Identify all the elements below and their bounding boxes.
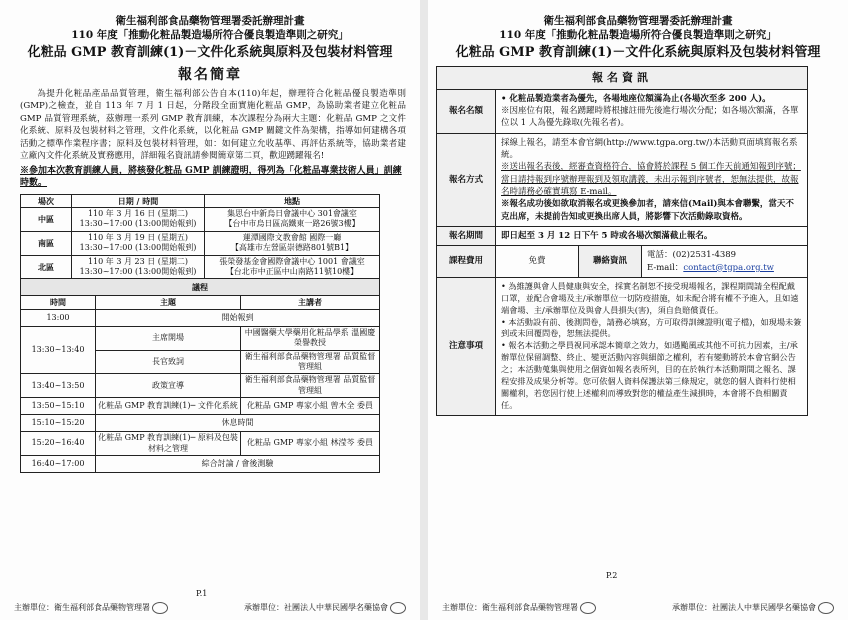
schedule-datetime: 110 年 3 月 19 日 (星期五) 13:30~17:00 (13:00開始報到) [72, 231, 205, 255]
agenda-time: 13:50~15:10 [21, 398, 96, 415]
schedule-row [21, 255, 380, 279]
agenda-time: 15:10~15:20 [21, 415, 96, 432]
footer-host: 主辦單位：衛生福利部食品藥物管理署 [14, 602, 168, 614]
agenda-row [21, 326, 380, 350]
method-label: 報名方式 [437, 133, 496, 226]
agenda-speaker: 化粧品 GMP 專家小組 曾木全 委員 [241, 398, 380, 415]
agenda-row [21, 455, 380, 472]
footer-organizer: 承辦單位：社團法人中華民國學名藥協會 [672, 602, 834, 614]
deadline-row [437, 226, 808, 245]
course-title: 化粧品 GMP 教育訓練(1)－文件化系統與原料及包裝材料管理 [27, 45, 393, 61]
page-1 [0, 0, 420, 620]
quota-content: • 化粧品製造業者為優先，各場地座位額滿為止(各場次至多 200 人)。 ※因座位有限，報名踴躍時將根據註冊先後進行場次分配；如各場次額滿，各單位以 1 人為優先錄取(先報名者)。 [496, 89, 808, 133]
agenda-time: 15:20~16:40 [21, 432, 96, 456]
schedule-table [20, 194, 380, 280]
agenda-header-speaker: 主講者 [241, 296, 380, 309]
schedule-header-venue: 地點 [205, 194, 380, 207]
org-line: 衛生福利部食品藥物管理署委託辦理計畫 [543, 15, 733, 27]
agenda-row [21, 309, 380, 326]
schedule-header-region: 場次 [21, 194, 72, 207]
schedule-venue: 蓮潭國際文教會館 國際一廳 【高雄市左營區崇德路801號B1】 [205, 231, 380, 255]
agenda-time: 13:40~13:50 [21, 374, 96, 398]
schedule-header-date: 日期 / 時間 [72, 194, 205, 207]
schedule-row [21, 208, 380, 232]
agenda-topic: 化粧品 GMP 教育訓練(1)─ 文件化系統 [96, 398, 241, 415]
section-title: 報名資訊 [437, 66, 808, 89]
agenda-time: 16:40~17:00 [21, 455, 96, 472]
project-line: 110 年度「推動化粧品製造場所符合優良製造準則之研究」 [499, 29, 777, 42]
agenda-title: 議程 [21, 279, 380, 296]
page-number: P.1 [196, 589, 208, 598]
agenda-topic: 綜合討論 / 會後測驗 [96, 455, 380, 472]
agenda-row [21, 432, 380, 456]
schedule-venue: 張榮發基金會國際會議中心 1001 會議室 【台北市中正區中山南路11號10樓】 [205, 255, 380, 279]
agenda-row [21, 374, 380, 398]
schedule-row [21, 231, 380, 255]
agenda-topic: 長官致詞 [96, 350, 241, 374]
schedule-region: 北區 [21, 255, 72, 279]
method-row [437, 133, 808, 226]
contact-email-link[interactable]: contact@tgpa.org.tw [683, 262, 774, 273]
agenda-time: 13:00 [21, 309, 96, 326]
section-title: 報名簡章 [178, 66, 242, 83]
agenda-topic: 政策宣導 [96, 374, 241, 398]
contact-phone: 電話：(02)2531-4389 [647, 250, 737, 261]
fee-value: 免費 [496, 246, 579, 278]
page-number: P.2 [606, 571, 618, 580]
agenda-time: 13:30~13:40 [21, 326, 96, 374]
quota-row [437, 89, 808, 133]
project-line: 110 年度「推動化粧品製造場所符合優良製造準則之研究」 [71, 29, 349, 42]
tgpa-logo-icon [818, 602, 834, 614]
schedule-datetime: 110 年 3 月 16 日 (星期二) 13:30~17:00 (13:00開始報到) [72, 208, 205, 232]
training-note: ※參加本次教育訓練人員，將核發化粧品 GMP 訓練證明，得列為「化粧品專業技術人員」訓練時數。 [20, 165, 402, 189]
schedule-region: 南區 [21, 231, 72, 255]
notes-content: • 為維護與會人員健康與安全，採實名制恕不接受現場報名，課程期間請全程配戴口罩，並配合會場及主/承辦單位一切防疫措施，如未配合將有權不予進入，且如遠端會場、主/承辦單位及與會人員損失(害)，須自負賠償責任。 • 本活動設有前、後測問卷，請務必填寫，方可取得訓練證明(電子檔)，如現場未簽到或未回覆問卷，恕無法提供。 • 報名本活動之學員視同承認本簡章之效力，如遇颱風或其他不可抗力因素，主/承辦單位保留調整、終止、變更活動內容與細節之權利，若有變動將於本會官網公告之；本活動蒐集與使用之個資如報名表所列，目的在於執行本活動期間之報名、課程安排及成果分析等。您可依個人資料保護法第三條規定，就您的個人資料行使相關權利，若您因行使上述權利而導致對您的權益產生減損時，本會將不負相關責任。 [496, 277, 808, 415]
method-content: 採線上報名，請至本會官網(http://www.tgpa.org.tw/)本活動頁面填寫報名系統。 ※送出報名表後，經審查資格符合，協會將於課程 5 個工作天前通知報到序號；當日請持報到序號辦理報到及領取講義，未出示報到序號者，恕無法提供，故報名時請務必確實填寫 E-mail。 ※報名成功後如欲取消報名或更換參加者，請來信(Mail)與本會聯繫，當天不克出席，未提前告知或更換出席人員，將影響下次活動錄取資格。 [496, 133, 808, 226]
agenda-speaker: 化粧品 GMP 專家小組 林滢芩 委員 [241, 432, 380, 456]
footer-host: 主辦單位：衛生福利部食品藥物管理署 [442, 602, 596, 614]
fee-label: 課程費用 [437, 246, 496, 278]
schedule-region: 中區 [21, 208, 72, 232]
schedule-datetime: 110 年 3 月 23 日 (星期二) 13:30~17:00 (13:00開始報到) [72, 255, 205, 279]
intro-text: 為提升化粧品產品品質管理，衛生福利部公告自本(110)年起，辦理符合化粧品優良製造準則(GMP)之檢查，並自 113 年 7 月 1 日起，分階段全面實施化粧品 GMP，為協助業者建立化粧品 GMP 品質管理系統，茲辦理一系列 GMP 教育訓練，本次課程分為兩大主題：化粧品 GMP 之文件化系統、原料及包裝材料之管理，文件化系統，以化粧品 GMP 關鍵文件為架構，指導如何建構各項活動之標準作業程序書；原料及包裝材料管理，如：如何建立允收基準、再評估系統等，協助業者建立廠內文件化系統及實務應用，詳細報名資訊請參閱簡章第二頁，歡迎踴躍報名! [20, 88, 406, 162]
footer-organizer: 承辦單位：社團法人中華民國學名藥協會 [244, 602, 406, 614]
agenda-speaker: 衛生福利部食品藥物管理署 品質監督管理組 [241, 350, 380, 374]
page-footer [442, 602, 834, 614]
agenda-table [20, 278, 380, 473]
contact-label: 聯絡資訊 [579, 246, 642, 278]
registration-info-table [436, 66, 808, 416]
course-title: 化粧品 GMP 教育訓練(1)－文件化系統與原料及包裝材料管理 [455, 45, 821, 61]
fda-logo-icon [580, 602, 596, 614]
agenda-speaker: 中國醫藥大學藥用化粧品學系 溫國慶 榮譽教授 [241, 326, 380, 350]
deadline-value: 即日起至 3 月 12 日下午 5 時或各場次額滿截止報名。 [496, 226, 808, 245]
agenda-topic: 開始報到 [96, 309, 380, 326]
agenda-header-time: 時間 [21, 296, 96, 309]
agenda-topic: 化粧品 GMP 教育訓練(1)─ 原料及包裝材料之管理 [96, 432, 241, 456]
agenda-topic: 休息時間 [96, 415, 380, 432]
deadline-label: 報名期間 [437, 226, 496, 245]
tgpa-logo-icon [390, 602, 406, 614]
agenda-speaker: 衛生福利部食品藥物管理署 品質監督管理組 [241, 374, 380, 398]
notes-label: 注意事項 [437, 277, 496, 415]
agenda-row [21, 398, 380, 415]
schedule-venue: 集思台中新烏日會議中心 301會議室 【台中市烏日區高鐵東一路26號3樓】 [205, 208, 380, 232]
fee-row [437, 246, 808, 278]
fda-logo-icon [152, 602, 168, 614]
agenda-header-topic: 主題 [96, 296, 241, 309]
page-footer [14, 602, 406, 614]
agenda-row [21, 415, 380, 432]
agenda-topic: 主席開場 [96, 326, 241, 350]
page-2 [428, 0, 848, 620]
quota-label: 報名名額 [437, 89, 496, 133]
notes-row [437, 277, 808, 415]
org-line: 衛生福利部食品藥物管理署委託辦理計畫 [115, 15, 305, 27]
contact-content: 電話：(02)2531-4389 E-mail：contact@tgpa.org.tw [642, 246, 808, 278]
